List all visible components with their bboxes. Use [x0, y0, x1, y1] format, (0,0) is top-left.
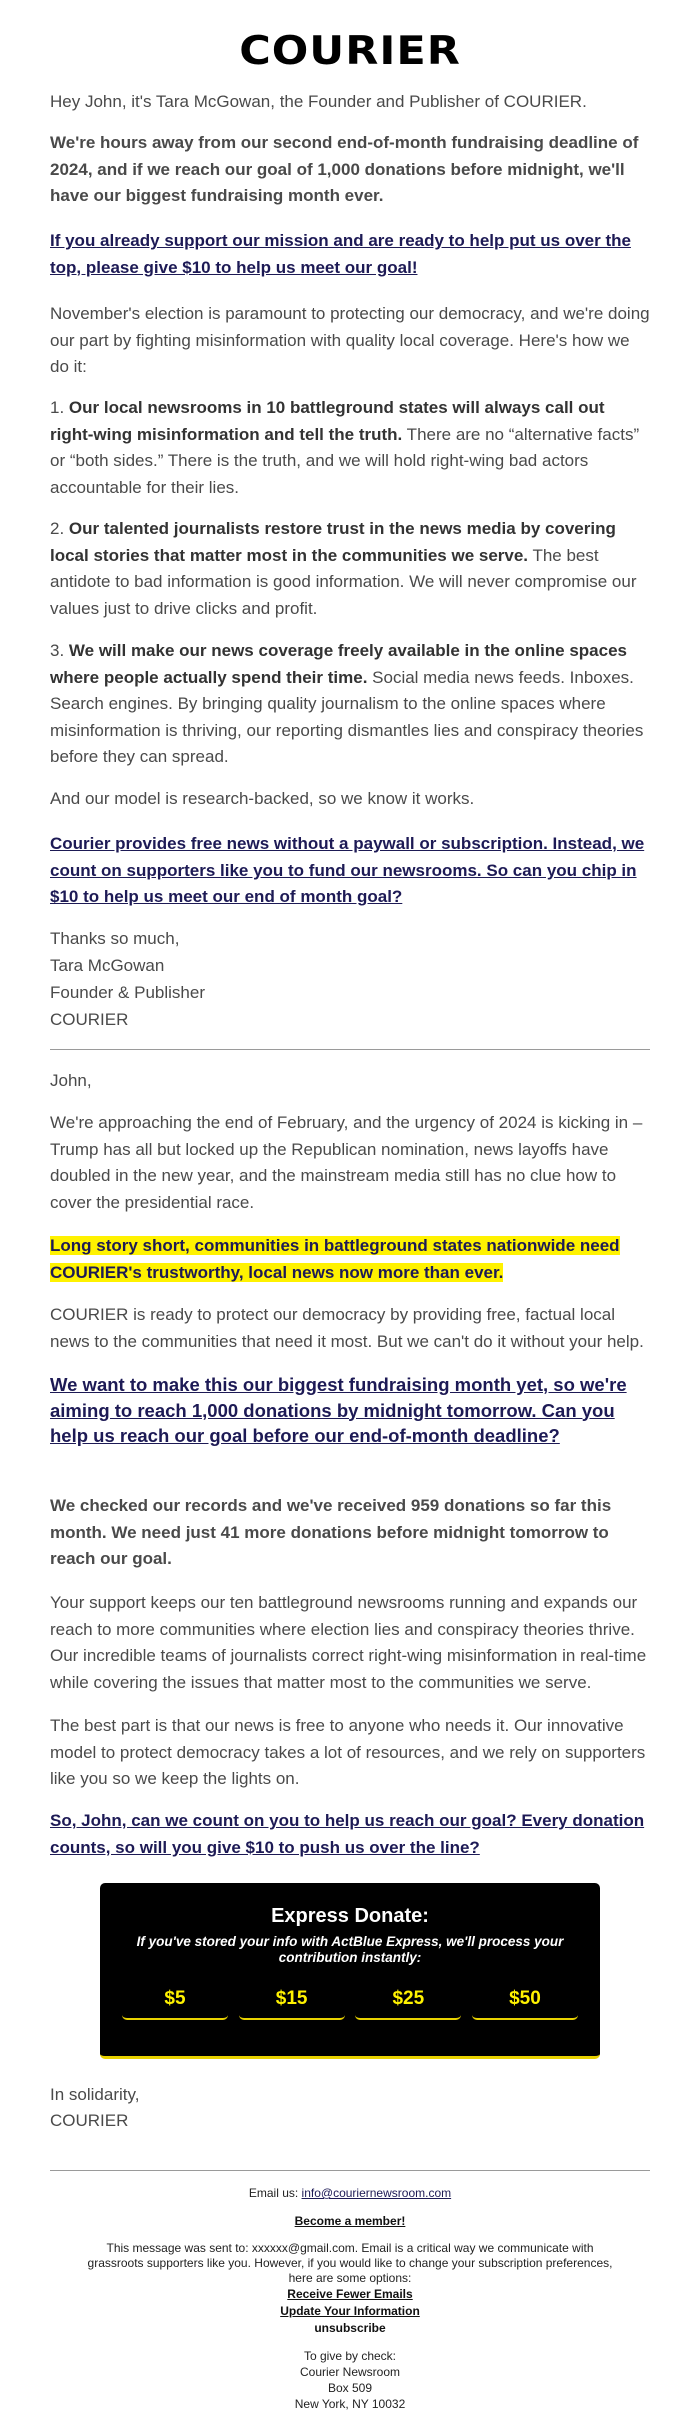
point-3-bold: We will make our news coverage freely available in the online spaces where people actually spend their time. — [50, 641, 627, 687]
express-donate-subtitle: If you've stored your info with ActBlue Express, we'll process your contribution instantly: — [136, 1934, 564, 1965]
salutation: John, — [50, 1071, 92, 1090]
mission-paragraph: COURIER is ready to protect our democracy by providing free, factual local news to the communities that need it most. But we can't do it without your help. — [50, 1305, 644, 1351]
unsubscribe-link[interactable]: unsubscribe — [314, 2321, 386, 2335]
point-3-text: Social media news feeds. Inboxes. Search engines. By bringing quality journalism to the online spaces where misinformation is thriving, our reporting dismantles lies and conspiracy theories before they can spread. — [50, 667, 644, 767]
support-paragraph: Your support keeps our ten battleground newsrooms running and expands our reach to more communities where election lies and conspiracy theories thrive. Our incredible teams of journalists correct right-wing misinformation in real-time while covering the issues that matter most to the communities we serve. — [50, 1593, 647, 1692]
point-1-bold: Our local newsrooms in 10 battleground states will always call out right-wing misinformation and tell the truth. — [50, 398, 605, 444]
footer-member-line — [0, 2214, 700, 2228]
address-line-2: Box 509 — [327, 2381, 373, 2395]
donate-15-button[interactable]: $15 — [239, 1984, 345, 2020]
footer-unsubscribe-line — [0, 2321, 700, 2335]
closing: In solidarity, — [50, 2085, 140, 2104]
donate-link-top[interactable]: If you already support our mission and are ready to help put us over the top, please give $10 to help us meet our goal! — [50, 231, 631, 277]
update-info-link[interactable]: Update Your Information — [280, 2304, 420, 2318]
point-1-number: 1. — [50, 398, 69, 417]
highlight-text: Long story short, communities in battleground states nationwide need COURIER's trustworthy, local news now more than ever. — [50, 1236, 620, 1282]
highlight-paragraph — [50, 1233, 650, 1286]
free-news-paragraph: The best part is that our news is free to anyone who needs it. Our innovative model to protect democracy takes a lot of resources, and we rely on supporters like you so we keep the lights on. — [50, 1716, 646, 1789]
courier-logo: COURIER — [239, 28, 461, 74]
footer-notice: This message was sent to: xxxxxx@gmail.com. Email is a critical way we communicate with grassroots supporters like you. However, if you would like to change your subscription preferences, here are some options: — [87, 2241, 613, 2285]
receive-fewer-emails-link[interactable]: Receive Fewer Emails — [287, 2287, 413, 2301]
signature-org: COURIER — [50, 1010, 129, 1029]
closing-org: COURIER — [50, 2111, 129, 2130]
donate-link-goal[interactable]: We want to make this our biggest fundraising month yet, so we're aiming to reach 1,000 donations by midnight tomorrow. Can you help us reach our goal before our end-of-month deadline? — [50, 1374, 627, 1446]
point-3-number: 3. — [50, 641, 69, 660]
donate-amount-row — [100, 1984, 600, 2020]
footer-email-line — [0, 2186, 700, 2200]
footer-email-label: Email us: — [248, 2186, 302, 2200]
point-1-text: There are no “alternative facts” or “both sides.” There is the truth, and we will hold right-wing bad actors accountable for their lies. — [50, 424, 640, 497]
express-donate-title: Express Donate: — [271, 1905, 429, 1927]
section-divider — [50, 1049, 650, 1050]
become-member-link[interactable]: Become a member! — [294, 2214, 406, 2228]
point-3 — [50, 638, 650, 771]
donate-5-button[interactable]: $5 — [122, 1984, 228, 2020]
signature-title: Founder & Publisher — [50, 983, 205, 1002]
point-2-number: 2. — [50, 519, 69, 538]
donate-50-button[interactable]: $50 — [472, 1984, 578, 2020]
research-paragraph: And our model is research-backed, so we know it works. — [50, 789, 475, 808]
address-line-3: New York, NY 10032 — [294, 2397, 406, 2411]
footer-fewer-line — [0, 2287, 700, 2301]
footer-divider — [50, 2170, 650, 2171]
point-1 — [50, 395, 650, 501]
address-line-1: Courier Newsroom — [299, 2365, 401, 2379]
intro-paragraph: November's election is paramount to protecting our democracy, and we're doing our part by fighting misinformation with quality local coverage. Here's how we do it: — [50, 304, 650, 377]
donate-25-button[interactable]: $25 — [355, 1984, 461, 2020]
point-2-bold: Our talented journalists restore trust in the news media by covering local stories that matter most in the communities we serve. — [50, 519, 616, 565]
check-label: To give by check: — [303, 2349, 397, 2363]
point-2 — [50, 516, 650, 622]
footer-email-link[interactable]: info@couriernewsroom.com — [301, 2186, 452, 2200]
footer-update-line — [0, 2304, 700, 2318]
donate-link-final[interactable]: So, John, can we count on you to help us reach our goal? Every donation counts, so will you give $10 to push us over the line? — [50, 1811, 645, 1857]
signoff: Thanks so much, — [50, 929, 180, 948]
signature-name: Tara McGowan — [50, 956, 165, 975]
donate-link-paywall[interactable]: Courier provides free news without a paywall or subscription. Instead, we count on supporters like you to fund our newsrooms. So can you chip in $10 to help us meet our end of month goal? — [50, 834, 645, 907]
lead-paragraph: We're hours away from our second end-of-month fundraising deadline of 2024, and if we reach our goal of 1,000 donations before midnight, we'll have our biggest fundraising month ever. — [50, 133, 639, 206]
express-donate-box — [100, 1883, 600, 2059]
point-2-text: The best antidote to bad information is good information. We will never compromise our values just to drive clicks and profit. — [50, 545, 637, 618]
urgency-paragraph: We're approaching the end of February, and the urgency of 2024 is kicking in – Trump has all but locked up the Republican nomination, news layoffs have doubled in the new year, and the mainstream media still has no clue how to cover the presidential race. — [50, 1113, 643, 1212]
greeting: Hey John, it's Tara McGowan, the Founder and Publisher of COURIER. — [50, 92, 587, 111]
records-paragraph: We checked our records and we've received 959 donations so far this month. We need just 41 more donations before midnight tomorrow to reach our goal. — [50, 1496, 612, 1569]
